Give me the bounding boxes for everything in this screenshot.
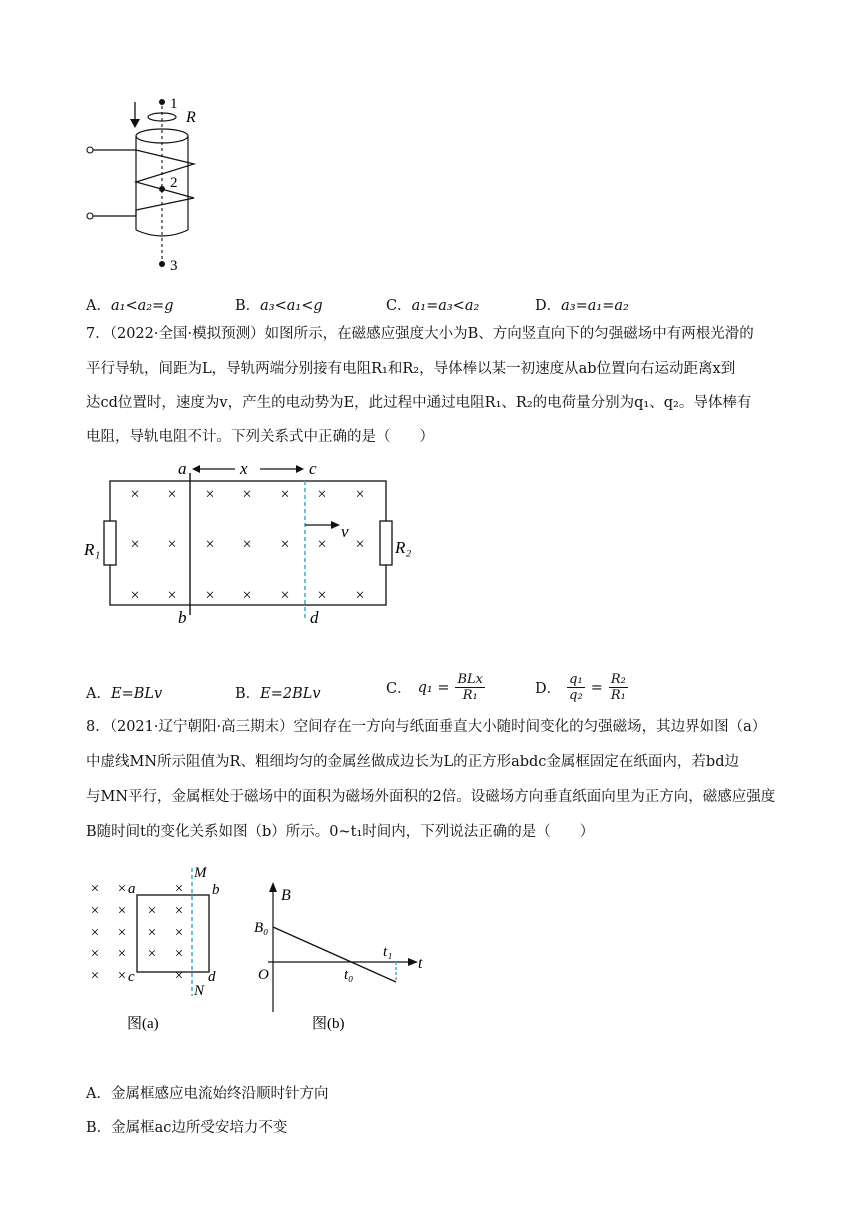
q8-option-b[interactable] <box>86 1116 287 1137</box>
svg-text:×: × <box>355 587 365 604</box>
option-label: D． <box>535 681 562 697</box>
series-line <box>273 927 396 982</box>
fraction-numerator: q₁ <box>569 672 583 687</box>
label-1: 1 <box>170 96 178 112</box>
label-r: R <box>186 109 196 126</box>
svg-text:×: × <box>117 881 127 897</box>
option-label: C． <box>386 298 412 314</box>
svg-text:×: × <box>355 486 365 503</box>
label-d: d <box>310 608 319 627</box>
option-text: a₃<a₁<g <box>260 298 323 314</box>
tick-t0: t₀ <box>344 967 354 983</box>
svg-text:×: × <box>280 587 290 604</box>
q7-option-b[interactable] <box>235 682 321 703</box>
point-3 <box>159 261 165 267</box>
q6-solenoid-figure <box>80 92 220 277</box>
fraction-denominator: R₁ <box>462 688 478 703</box>
svg-text:×: × <box>90 925 100 941</box>
option-label: D． <box>535 298 562 314</box>
svg-text:×: × <box>117 925 127 941</box>
q7-option-c[interactable] <box>386 672 485 703</box>
label-b: b <box>178 608 187 627</box>
svg-text:×: × <box>117 946 127 962</box>
svg-text:×: × <box>242 486 252 503</box>
label-r2: R₂ <box>395 538 412 557</box>
velocity-arrowhead <box>331 521 340 529</box>
fraction-denominator: R₁ <box>610 688 626 703</box>
option-label: A． <box>86 1086 111 1102</box>
svg-text:×: × <box>317 486 327 503</box>
svg-text:×: × <box>280 486 290 503</box>
svg-text:×: × <box>130 486 140 503</box>
q7-line-2: 平行导轨，间距为L，导轨两端分别接有电阻R₁和R₂，导体棒以某一初速度从ab位置向右运动距离x到 <box>86 361 736 377</box>
q8-line-4: B随时间t的变化关系如图（b）所示。0~t₁时间内，下列说法正确的是（ ） <box>86 824 595 840</box>
y-axis-arrow <box>269 882 277 892</box>
label-t-axis: t <box>418 955 423 972</box>
q6-option-b[interactable] <box>235 294 323 315</box>
svg-text:×: × <box>167 536 177 553</box>
option-label: B． <box>235 686 261 702</box>
option-text: a₁<a₂=g <box>110 298 174 314</box>
svg-text:×: × <box>174 925 184 941</box>
option-label: A． <box>86 686 111 702</box>
fraction-left <box>567 672 585 703</box>
option-text: 金属框感应电流始终沿顺时针方向 <box>110 1086 329 1102</box>
option-text: 金属框ac边所受安培力不变 <box>111 1120 288 1136</box>
q7-option-d[interactable] <box>535 672 628 703</box>
equals-sign: = <box>590 679 603 696</box>
option-label: B． <box>235 298 261 314</box>
option-text: a₃=a₁=a₂ <box>561 298 629 314</box>
svg-text:×: × <box>117 903 127 919</box>
option-label: A． <box>86 298 111 314</box>
label-b: b <box>212 882 220 898</box>
svg-text:×: × <box>147 925 157 941</box>
svg-text:×: × <box>147 946 157 962</box>
fraction-numerator: R₂ <box>610 672 626 687</box>
terminal-top <box>87 147 93 153</box>
coil-wire <box>90 150 194 216</box>
point-2 <box>159 186 165 192</box>
x-arrowhead-right <box>296 465 304 473</box>
svg-text:×: × <box>147 903 157 919</box>
label-b-axis: B <box>281 887 291 904</box>
label-c: c <box>128 969 135 985</box>
q6-option-d[interactable] <box>535 294 629 315</box>
q8-figure-a <box>82 858 232 1038</box>
drop-arrow-head <box>130 119 140 128</box>
q8-line-1: 8．（2021·辽宁朝阳·高三期末）空间存在一方向与纸面垂直大小随时间变化的匀强磁场，其边界如图（a） <box>86 719 767 735</box>
label-r1: R₁ <box>84 540 101 559</box>
field-crosses <box>130 486 364 604</box>
option-label: B． <box>86 1120 112 1136</box>
fraction-lhs: q₁ = <box>417 679 450 696</box>
option-text: a₁=a₃<a₂ <box>411 298 480 314</box>
option-text: E=BLv <box>110 686 163 702</box>
q8-line-2: 中虚线MN所示阻值为R、粗细均匀的金属丝做成边长为L的正方形abdc金属框固定在纸面内，若bd边 <box>86 754 739 770</box>
label-a: a <box>178 459 187 478</box>
label-c: c <box>309 459 317 478</box>
resistor-r1 <box>104 521 116 565</box>
svg-text:×: × <box>174 881 184 897</box>
svg-text:×: × <box>205 486 215 503</box>
point-1 <box>159 99 165 105</box>
svg-text:×: × <box>242 587 252 604</box>
fraction-right <box>609 672 628 703</box>
q7-rail-figure <box>80 455 430 635</box>
label-d: d <box>208 969 216 985</box>
svg-text:×: × <box>90 881 100 897</box>
label-a: a <box>128 881 136 897</box>
q7-line-3: 达cd位置时，速度为v，产生的电动势为E，此过程中通过电阻R₁、R₂的电荷量分别为q₁、q₂。导体棒有 <box>86 395 752 411</box>
q8-figure-b-chart <box>250 880 440 1036</box>
svg-text:×: × <box>280 536 290 553</box>
label-n: N <box>194 983 205 999</box>
resistor-r2 <box>380 521 392 565</box>
svg-text:×: × <box>317 536 327 553</box>
q6-option-c[interactable] <box>386 294 479 315</box>
svg-text:×: × <box>130 536 140 553</box>
fraction-numerator: BLx <box>457 672 483 687</box>
svg-text:×: × <box>174 903 184 919</box>
label-2: 2 <box>170 175 178 191</box>
terminal-bottom <box>87 213 93 219</box>
option-label: C． <box>386 681 412 697</box>
fraction <box>455 672 485 703</box>
svg-text:×: × <box>174 968 184 984</box>
svg-text:×: × <box>130 587 140 604</box>
q6-option-a[interactable] <box>86 294 173 315</box>
svg-text:×: × <box>90 968 100 984</box>
svg-text:×: × <box>242 536 252 553</box>
label-x: x <box>240 459 248 478</box>
label-3: 3 <box>170 258 178 274</box>
label-m: M <box>194 865 207 881</box>
fraction-denominator: q₂ <box>569 688 583 703</box>
svg-text:×: × <box>90 946 100 962</box>
svg-text:×: × <box>90 903 100 919</box>
x-axis-arrow <box>408 958 418 966</box>
svg-text:×: × <box>167 486 177 503</box>
tick-b0: B₀ <box>254 920 269 936</box>
q7-option-a[interactable] <box>86 682 162 703</box>
x-arrowhead-left <box>192 465 200 473</box>
tick-t1: t₁ <box>383 944 393 960</box>
q8-line-3: 与MN平行，金属框处于磁场中的面积为磁场外面积的2倍。设磁场方向垂直纸面向里为正方向，磁感应强度 <box>86 789 776 805</box>
q7-line-1: 7．（2022·全国·模拟预测）如图所示，在磁感应强度大小为B、方向竖直向下的匀强磁场中有两根光滑的 <box>86 326 754 342</box>
svg-text:×: × <box>167 587 177 604</box>
q7-line-4: 电阻，导轨电阻不计。下列关系式中正确的是（ ） <box>86 429 434 445</box>
svg-text:×: × <box>355 536 365 553</box>
option-text: E=2BLv <box>260 686 321 702</box>
caption-a: 图(a) <box>127 1016 159 1032</box>
label-v: v <box>341 522 349 541</box>
caption-b: 图(b) <box>312 1016 345 1032</box>
svg-text:×: × <box>317 587 327 604</box>
svg-text:×: × <box>205 587 215 604</box>
label-origin: O <box>258 967 269 983</box>
svg-text:×: × <box>205 536 215 553</box>
q8-option-a[interactable] <box>86 1082 328 1103</box>
svg-text:×: × <box>174 946 184 962</box>
svg-text:×: × <box>117 968 127 984</box>
